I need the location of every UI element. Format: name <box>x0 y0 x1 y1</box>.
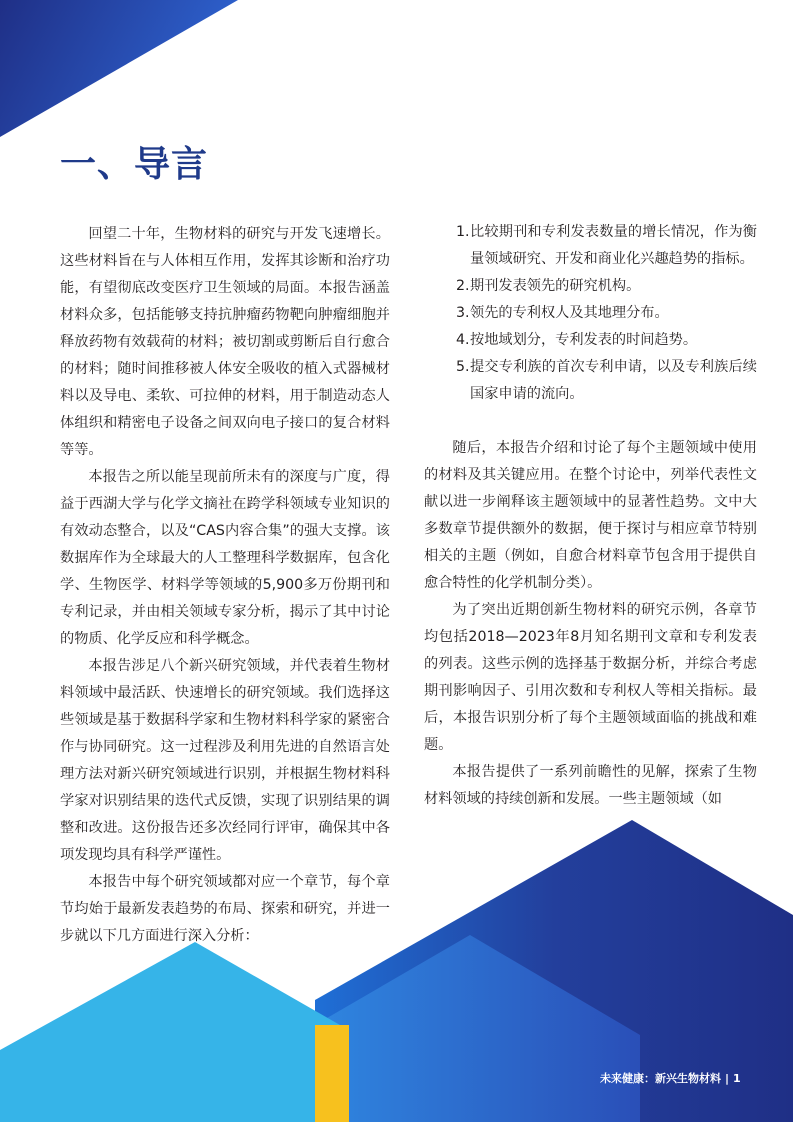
top-left-corner-shape <box>0 0 238 137</box>
examples-paragraph: 为了突出近期创新生物材料的研究示例，各章节均包括2018—2023年8月知名期刊文章和专利发表的列表。这些示例的选择基于数据分析，并综合考虑期刊影响因子、引用次数和专利权人等相关指标。最后，本报告识别分析了每个主题领域面临的挑战和难题。 <box>424 602 757 753</box>
intro-paragraph: 回望二十年，生物材料的研究与开发飞速增长。这些材料旨在与人体相互作用，发挥其诊断和治疗功能，有望彻底改变医疗卫生领域的局面。本报告涵盖材料众多，包括能够支持抗肿瘤药物靶向肿瘤细胞并释放药物有效载荷的材料；被切割或剪断后自行愈合的材料；随时间推移被人体安全吸收的植入式器械材料以及导电、柔软、可拉伸的材料，用于制造动态人体组织和精密电子设备之间双向电子接口的复合材料等等。 <box>60 226 390 458</box>
page-number: 1 <box>733 1072 741 1085</box>
list-item <box>424 300 757 327</box>
right-column <box>424 219 757 813</box>
section-title: 一、导言 <box>60 144 209 185</box>
list-text: 提交专利族的首次专利申请，以及专利族后续国家申请的流向。 <box>470 359 757 402</box>
materials-paragraph: 随后，本报告介绍和讨论了每个主题领域中使用的材料及其关键应用。在整个讨论中，列举代表性文献以进一步阐释该主题领域中的显著性趋势。文中大多数章节提供额外的数据，便于探讨与相应章节特别相关的主题（例如，自愈合材料章节包含用于提供自愈合特性的化学机制分类）。 <box>424 440 757 591</box>
list-item <box>424 354 757 408</box>
page-footer <box>600 1070 741 1086</box>
insights-paragraph: 本报告提供了一系列前瞻性的见解，探索了生物材料领域的持续创新和发展。一些主题领域（如 <box>424 764 757 807</box>
yellow-accent-bar <box>315 1025 349 1122</box>
footer-separator: | <box>725 1072 730 1085</box>
list-text: 领先的专利权人及其地理分布。 <box>470 305 669 321</box>
list-item <box>424 273 757 300</box>
list-number: 2. <box>456 278 470 294</box>
list-text: 按地域划分，专利发表的时间趋势。 <box>470 332 698 348</box>
list-number: 5. <box>456 359 470 375</box>
publication-title: 未来健康：新兴生物材料 <box>600 1072 721 1085</box>
research-areas-paragraph: 本报告涉足八个新兴研究领域，并代表着生物材料领域中最活跃、快速增长的研究领域。我们选择这些领域是基于数据科学家和生物材料科学家的紧密合作与协同研究。这一过程涉及利用先进的自然语言处理方法对新兴研究领域进行识别，并根据生物材料科学家对识别结果的迭代式反馈，实现了识别结果的调整和改进。这份报告还多次经同行评审，确保其中各项发现均具有科学严谨性。 <box>60 658 390 863</box>
list-item <box>424 327 757 354</box>
list-item <box>424 219 757 273</box>
list-text: 比较期刊和专利发表数量的增长情况，作为衡量领域研究、开发和商业化兴趣趋势的指标。 <box>470 224 757 267</box>
list-text: 期刊发表领先的研究机构。 <box>470 278 641 294</box>
chapter-structure-paragraph: 本报告中每个研究领域都对应一个章节，每个章节均始于最新发表趋势的布局、探索和研究，并进一步就以下几方面进行深入分析： <box>60 874 390 944</box>
list-number: 4. <box>456 332 470 348</box>
list-number: 1. <box>456 224 470 240</box>
left-column <box>60 221 390 950</box>
analysis-list <box>424 219 757 408</box>
list-number: 3. <box>456 305 470 321</box>
bottom-left-sky-shape <box>0 942 340 1122</box>
data-source-paragraph: 本报告之所以能呈现前所未有的深度与广度，得益于西湖大学与化学文摘社在跨学科领域专业知识的有效动态整合，以及“CAS内容合集”的强大支撑。该数据库作为全球最大的人工整理科学数据库，包含化学、生物医学、材料学等领域的5,900多万份期刊和专利记录，并由相关领域专家分析，揭示了其中讨论的物质、化学反应和科学概念。 <box>60 469 390 647</box>
